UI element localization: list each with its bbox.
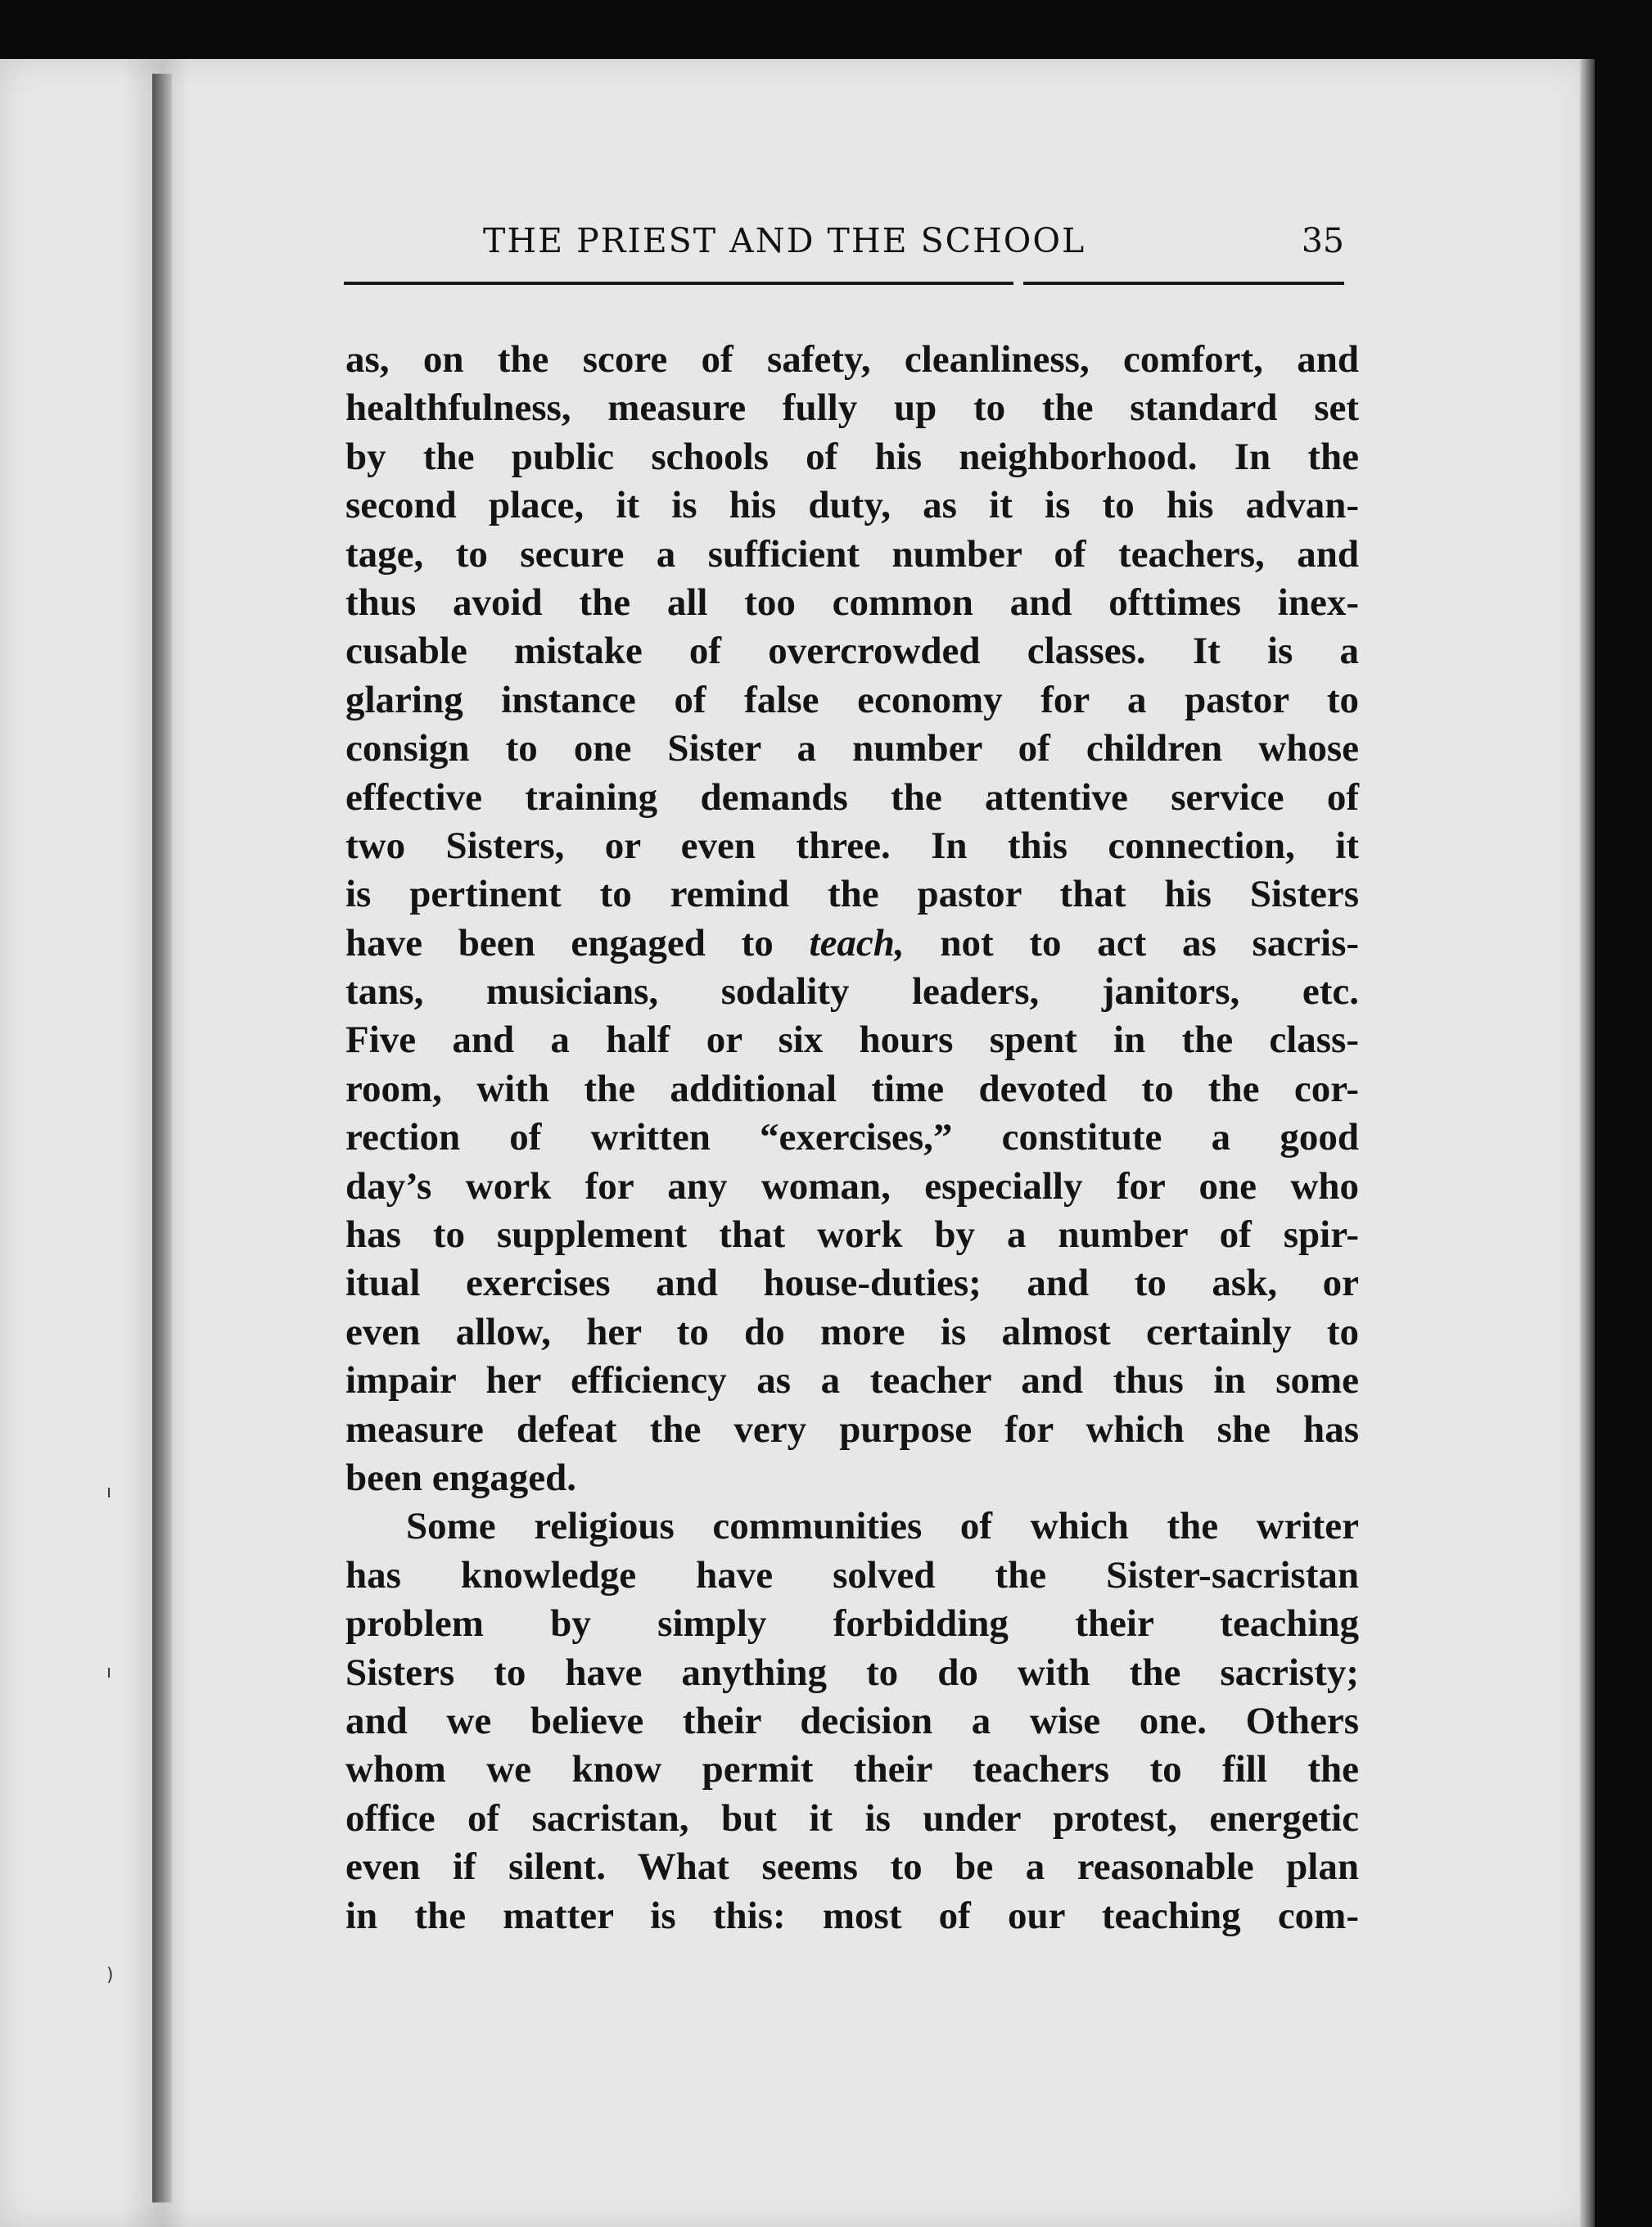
margin-speck: ı xyxy=(106,1662,112,1683)
page-edge xyxy=(1580,59,1595,2227)
text-line: healthfulness, measure fully up to the standard set xyxy=(345,386,1359,430)
text-line: problem by simply forbidding their teaching xyxy=(345,1602,1359,1646)
text-line: thus avoid the all too common and ofttimes inex- xyxy=(345,580,1359,624)
text-line: has to supplement that work by a number of spir- xyxy=(345,1213,1359,1257)
text-line: office of sacristan, but it is under protest, energetic xyxy=(345,1796,1359,1840)
margin-speck: ) xyxy=(106,1965,114,1985)
text-line: rection of written “exercises,” constitute a good xyxy=(345,1116,1359,1159)
text-line: two Sisters, or even three. In this connection, it xyxy=(345,824,1359,867)
page-header xyxy=(344,215,1344,290)
text-line: Sisters to have anything to do with the sacristy; xyxy=(345,1651,1359,1694)
page-binding xyxy=(152,74,172,2202)
running-head: THE PRIEST AND THE SCHOOL xyxy=(483,221,1086,260)
text-line-with-emphasis xyxy=(345,919,1359,968)
text-line: in the matter is this: most of our teaching com- xyxy=(345,1894,1359,1937)
text-line: and we believe their decision a wise one. Others xyxy=(345,1699,1359,1742)
text-line: by the public schools of his neighborhood. In the xyxy=(345,435,1359,478)
page-number: 35 xyxy=(1301,221,1344,260)
text-line: been engaged. xyxy=(345,1456,576,1499)
text-line: impair her efficiency as a teacher and thus in some xyxy=(345,1359,1359,1403)
text-line: even if silent. What seems to be a reasonable plan xyxy=(345,1845,1359,1889)
margin-speck: ı xyxy=(106,1482,112,1502)
text-line: day’s work for any woman, especially for one who xyxy=(345,1164,1359,1208)
emphasis-teach: teach, xyxy=(809,921,905,964)
text-line: even allow, her to do more is almost certainly to xyxy=(345,1310,1359,1353)
text-segment: not to act as sacris- xyxy=(940,921,1360,964)
text-line: is pertinent to remind the pastor that his Sisters xyxy=(345,873,1359,916)
text-line: cusable mistake of overcrowded classes. It is a xyxy=(345,630,1359,673)
text-line: itual exercises and house-duties; and to ask, or xyxy=(345,1262,1359,1305)
text-line: tans, musicians, sodality leaders, janitors, etc. xyxy=(345,970,1359,1014)
header-rule xyxy=(344,282,1013,285)
text-line: as, on the score of safety, cleanliness, comfort, and xyxy=(345,338,1359,381)
body-text xyxy=(345,336,1359,1940)
text-line: has knowledge have solved the Sister-sacristan xyxy=(345,1553,1359,1597)
header-rule xyxy=(1023,282,1344,285)
text-line: tage, to secure a sufficient number of teachers, and xyxy=(345,532,1359,576)
text-segment: have been engaged to xyxy=(345,921,774,964)
text-line: room, with the additional time devoted to the cor- xyxy=(345,1067,1359,1110)
text-line: glaring instance of false economy for a pastor to xyxy=(345,678,1359,721)
paragraph-start-line: Some religious communities of which the writer xyxy=(406,1505,1359,1548)
text-line: whom we know permit their teachers to fill the xyxy=(345,1748,1359,1791)
text-line: second place, it is his duty, as it is to his advan- xyxy=(345,484,1359,527)
text-line: Five and a half or six hours spent in the class- xyxy=(345,1019,1359,1062)
text-line: consign to one Sister a number of children whose xyxy=(345,727,1359,770)
text-line: effective training demands the attentive service of xyxy=(345,775,1359,819)
text-line: measure defeat the very purpose for which she has xyxy=(345,1407,1359,1451)
